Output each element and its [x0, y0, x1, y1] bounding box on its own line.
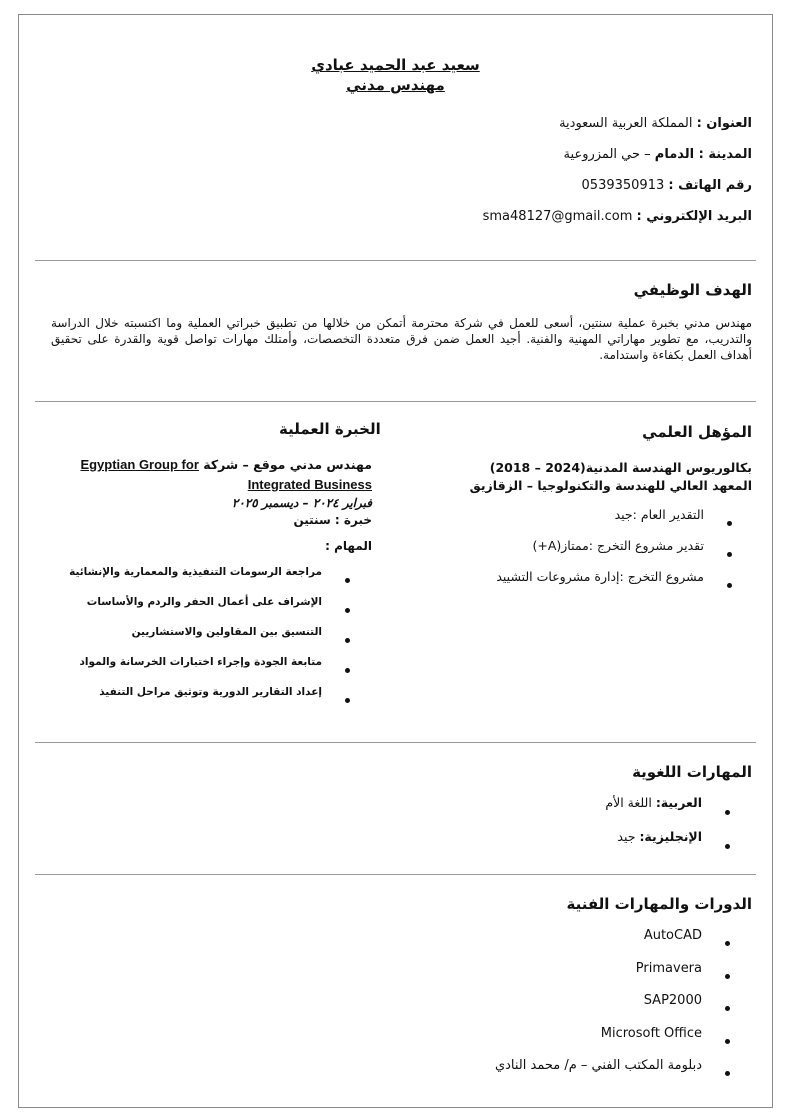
- section-divider: [35, 874, 756, 875]
- section-divider: [35, 260, 756, 261]
- contact-value: 0539350913: [581, 178, 669, 193]
- experience-date: فبراير ٢٠٢٤ – ديسمبر ٢٠٢٥: [231, 496, 372, 510]
- resume-header: [19, 55, 772, 95]
- experience-section: [47, 455, 372, 715]
- person-name: سعيد عبد الحميد عبادي: [311, 56, 480, 74]
- course-name: SAP2000: [643, 993, 702, 1008]
- contact-phone: [483, 177, 752, 208]
- courses-section: [495, 927, 752, 1090]
- objective-heading: الهدف الوظيفي: [633, 281, 752, 299]
- experience-heading: الخبرة العملية: [279, 420, 381, 438]
- tasks-heading: المهام :: [325, 539, 372, 553]
- language-level: جيد: [617, 829, 640, 844]
- language-level: اللغة الأم: [605, 795, 656, 810]
- languages-section: [605, 795, 752, 863]
- contact-label: البريد الإلكتروني :: [636, 209, 752, 224]
- contact-label: رقم الهاتف :: [668, 178, 752, 193]
- job-title: مهندس مدني: [346, 76, 445, 94]
- contact-city: [483, 146, 752, 177]
- language-name: العربية:: [655, 795, 702, 810]
- contact-label: العنوان :: [696, 116, 752, 131]
- contact-info: [483, 115, 752, 239]
- list-item: التنسيق بين المقاولين والاستشاريين: [47, 625, 322, 655]
- contact-address: [483, 115, 752, 146]
- course-name: AutoCAD: [643, 928, 702, 943]
- list-item: التقدير العام :جيد: [412, 507, 704, 538]
- contact-email: [483, 208, 752, 239]
- languages-list: [605, 795, 752, 863]
- list-item: [605, 795, 702, 829]
- resume-page: [18, 14, 773, 1108]
- contact-value: – حي المزروعية: [563, 147, 655, 162]
- list-item: الإشراف على أعمال الحفر والردم والأساسات: [47, 595, 322, 625]
- list-item: مشروع التخرج :إدارة مشروعات التشييد: [412, 569, 704, 600]
- list-item: [605, 829, 702, 863]
- education-section: [412, 459, 752, 600]
- list-item: [495, 1025, 702, 1058]
- experience-years: خبرة : سنتين: [293, 513, 372, 527]
- institute: المعهد العالي للهندسة والتكنولوجيا – الزقازيق: [469, 478, 752, 493]
- degree: بكالوريوس الهندسة المدنية(2024 – 2018): [489, 460, 752, 475]
- company-name-part2: Integrated Business: [247, 477, 372, 492]
- courses-list: [495, 927, 752, 1090]
- course-name: Primavera: [635, 960, 702, 976]
- section-divider: [35, 742, 756, 743]
- course-name: Microsoft Office: [600, 1025, 702, 1041]
- list-item: إعداد التقارير الدورية وتوثيق مراحل التنفيذ: [47, 685, 322, 715]
- languages-heading: المهارات اللغوية: [632, 763, 752, 781]
- contact-value: المملكة العربية السعودية: [559, 116, 697, 131]
- experience-role: [47, 455, 372, 475]
- role-title: مهندس مدني موقع – شركة: [203, 457, 372, 472]
- education-heading: المؤهل العلمي: [642, 423, 752, 441]
- language-name: الإنجليزية:: [639, 829, 702, 844]
- education-list: [412, 507, 752, 600]
- section-divider: [35, 401, 756, 402]
- company-name-part1: Egyptian Group for: [80, 457, 199, 472]
- contact-label: المدينة : الدمام: [654, 147, 752, 162]
- list-item: [495, 1057, 702, 1090]
- course-name: دبلومة المكتب الفني – م/ محمد النادي: [494, 1058, 702, 1073]
- list-item: تقدير مشروع التخرج :ممتاز(A+): [412, 538, 704, 569]
- list-item: مراجعة الرسومات التنفيذية والمعمارية والإنشائية: [47, 565, 322, 595]
- list-item: [495, 927, 702, 960]
- list-item: [495, 992, 702, 1025]
- list-item: [495, 960, 702, 993]
- tasks-list: [47, 565, 372, 715]
- courses-heading: الدورات والمهارات الفنية: [566, 895, 752, 913]
- contact-value: sma48127@gmail.com: [482, 209, 637, 224]
- list-item: متابعة الجودة وإجراء اختبارات الخرسانة والمواد: [47, 655, 322, 685]
- objective-text: مهندس مدني بخبرة عملية سنتين، أسعى للعمل في شركة محترمة أتمكن من خلالها من تطبيق خبراتي العملية وما اكتسبته خلال الدراسة والتدريب، مع تطوير مهاراتي المهنية والفنية. أجيد العمل ضمن فرق متعددة التخصصات، وأمتلك مهارات تواصل قوية والقدرة على تحقيق أهداف العمل بكفاءة واستدامة.: [51, 316, 752, 362]
- experience-company: [47, 475, 372, 495]
